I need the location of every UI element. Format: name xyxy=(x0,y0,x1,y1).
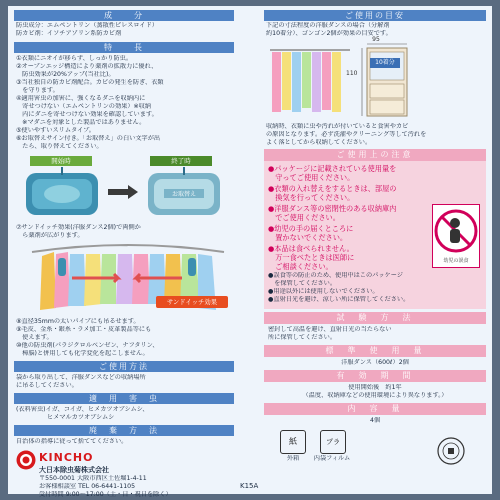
product-code: K15A xyxy=(240,482,259,490)
feature-line: 内にダニを寄せつけない効果を確認しています。 xyxy=(16,111,158,118)
guide-line: 下記の寸法程度の洋服ダンスの場合（分解剤 xyxy=(266,22,390,29)
usage-line: 袋から取り出して、洋服ダンスなどの収納場所 xyxy=(16,374,146,381)
disposal-line: 自治体の指導に従って捨ててください。 xyxy=(16,438,128,445)
sandwich-line: ⑦サンドイッチ効果(洋服ダンス2個)で両側か xyxy=(16,224,141,231)
extra-line: 使えます。 xyxy=(16,334,53,341)
feature-line: ⑥お取替えサイン付き。「お取替え」の白い文字が出 xyxy=(16,135,161,142)
caution-header: ご使用上の注意 xyxy=(264,149,486,161)
extra-line: ⑩他の防虫剤(パラジクロルベンゼン、ナフタリン、 xyxy=(16,342,159,349)
ingredients-header: 成 分 xyxy=(14,10,234,21)
extra-line: ⑧直径35mmの太いパイプにも吊るせます。 xyxy=(16,318,140,325)
caution-red-line: ●衣類の入れ替えをするときは、部屋の xyxy=(268,184,397,193)
sandwich-line: ら薬剤が広がります。 xyxy=(16,232,84,239)
company-name: 大日本除虫菊株式会社 xyxy=(39,466,109,474)
feature-line: 寄せつけない（エムペントリンの効果）※収納 xyxy=(16,103,152,110)
caution-line: ●誤食等の防止のため、使用中はこのパッケージ xyxy=(268,272,403,279)
sandwich-badge: サンドイッチ効果 xyxy=(156,296,228,308)
validity-line: 使用開始後 約1年 xyxy=(348,384,402,391)
pests-line: (衣料害虫)イガ、コイガ、ヒメカツオブシムシ、 xyxy=(16,406,149,413)
feature-line: たら、取り替えてください。 xyxy=(16,143,103,150)
feature-line: ※マダニを対象とした製品ではありません。 xyxy=(16,119,146,126)
paper-label: 外箱 xyxy=(286,455,300,462)
feature-line: ⑤使いやすいスリムタイプ。 xyxy=(16,127,95,134)
brand-name: KINCHO xyxy=(39,451,94,464)
closet-illustration xyxy=(270,42,410,120)
company-tel: お客様相談室 TEL 06-6441-1105 xyxy=(39,483,136,490)
kincho-logo-icon xyxy=(16,450,36,470)
caution-line: ●直射日光を避け、涼しい所に保管してください。 xyxy=(268,296,410,303)
feature-line: を守ります。 xyxy=(16,87,59,94)
end-label: 終了時 xyxy=(150,156,212,166)
pictogram-label: 幼児の誤食 xyxy=(443,258,469,264)
caution-red-line: 換気を行ってください。 xyxy=(268,193,355,202)
feature-line: ①衣類にニオイが移らず、しっかり防虫。 xyxy=(16,55,133,62)
feature-line: ④適用害虫の加害に、強くなるダニを収納内に xyxy=(16,95,146,102)
test-method-line: 所に保管してください。 xyxy=(268,334,337,341)
quantity-header: 内 容 量 xyxy=(264,403,486,415)
ingredients-line-2: 防カビ剤：イソチアゾリン系防カビ剤 xyxy=(16,30,122,37)
child-warning-pictogram xyxy=(432,204,480,268)
paper-recycle-icon: 紙 xyxy=(280,430,306,454)
quantity-text: 4個 xyxy=(369,417,381,424)
guide-header: ご使用の目安 xyxy=(264,10,486,21)
guide-after-line: 収納時、衣類に虫や汚れが付いていると食害やカビ xyxy=(266,123,409,130)
dim-width: 95 xyxy=(372,36,380,43)
feature-line: ②オープンエッジ構造により薬剤の拡散力に優れ、 xyxy=(16,63,158,70)
caution-red-line: ●パッケージに記載されている使用量を xyxy=(268,164,397,173)
ten-pieces-chip: 10着分 xyxy=(370,58,400,68)
guide-line: 約10着分）、ゴンゴン2個が効果の目安です。 xyxy=(266,30,392,37)
dim-height: 110 xyxy=(346,70,358,77)
caution-line: を保管してください。 xyxy=(268,280,337,287)
extra-line: ⑨毛皮、金糸・銀糸・ラメ加工・皮革製品等にも xyxy=(16,326,152,333)
caution-red-line: 万一食べたときは医師に xyxy=(268,253,355,262)
ingredients-line-1: 防虫成分：エムペントリン（蒸散性ピレスロイド） xyxy=(16,22,158,29)
caution-red-line: ●幼児の手の届くところに xyxy=(268,224,354,233)
package-back xyxy=(8,6,492,498)
usage-header: ご使用方法 xyxy=(14,361,234,372)
caution-red-line: ●洋服ダンス等の密閉性のある収納庫内 xyxy=(268,204,397,213)
replace-sign: お取替え xyxy=(164,189,204,198)
pests-header: 適 用 害 虫 xyxy=(14,393,234,404)
standard-header: 標 準 使 用 量 xyxy=(264,345,486,357)
company-hours: 受付時間 9:00～17:00（土・日・祝日を除く） xyxy=(39,491,172,498)
pests-line: ヒメマルカツオブシムシ xyxy=(16,414,115,421)
guide-after-line: の原因となります。必ず洗濯やクリーニング等して汚れを xyxy=(266,131,427,138)
plastic-recycle-icon: プラ xyxy=(320,430,346,454)
extra-line: 樟脳)と併用しても化学変化を起こしません。 xyxy=(16,350,149,357)
feature-line: 防虫効果が20%アップ(当社比)。 xyxy=(16,71,115,78)
start-label: 開始時 xyxy=(30,156,92,166)
test-method-line: 密封して高温を避け、直射日光の当たらない xyxy=(268,326,392,333)
guide-after-line: よく落としてから収納してください。 xyxy=(266,139,372,146)
disposal-header: 廃 棄 方 法 xyxy=(14,425,234,436)
caution-line: ●用途以外には使用しないでください。 xyxy=(268,288,379,295)
caution-red-line: ●本品は食べられません。 xyxy=(268,244,354,253)
arrow-right-icon xyxy=(108,184,138,198)
caution-red-line: 守ってご使用ください。 xyxy=(268,173,355,182)
plastic-label: 内袋フィルム xyxy=(313,455,351,462)
features-header: 特 長 xyxy=(14,42,234,53)
standard-text: 洋服ダンス（600ℓ）2個 xyxy=(341,359,409,366)
test-method-header: 試 験 方 法 xyxy=(264,312,486,324)
validity-header: 有 効 期 間 xyxy=(264,370,486,382)
usage-line: に吊るしてください。 xyxy=(16,382,78,389)
certification-seal-icon xyxy=(436,436,466,466)
caution-red-line: でご使用ください。 xyxy=(268,213,340,222)
feature-line: ③当社独自の防カビ剤配合。カビの発生を防ぎ、衣類 xyxy=(16,79,164,86)
caution-red-line: 置かないでください。 xyxy=(268,233,348,242)
validity-line: （温度、収納庫などの使用環境により異なります。） xyxy=(302,392,448,399)
product-start-image xyxy=(22,167,102,221)
caution-red-line: ご相談ください。 xyxy=(268,262,333,271)
company-address: 〒550-0001 大阪市西区土佐堀1-4-11 xyxy=(39,475,147,482)
